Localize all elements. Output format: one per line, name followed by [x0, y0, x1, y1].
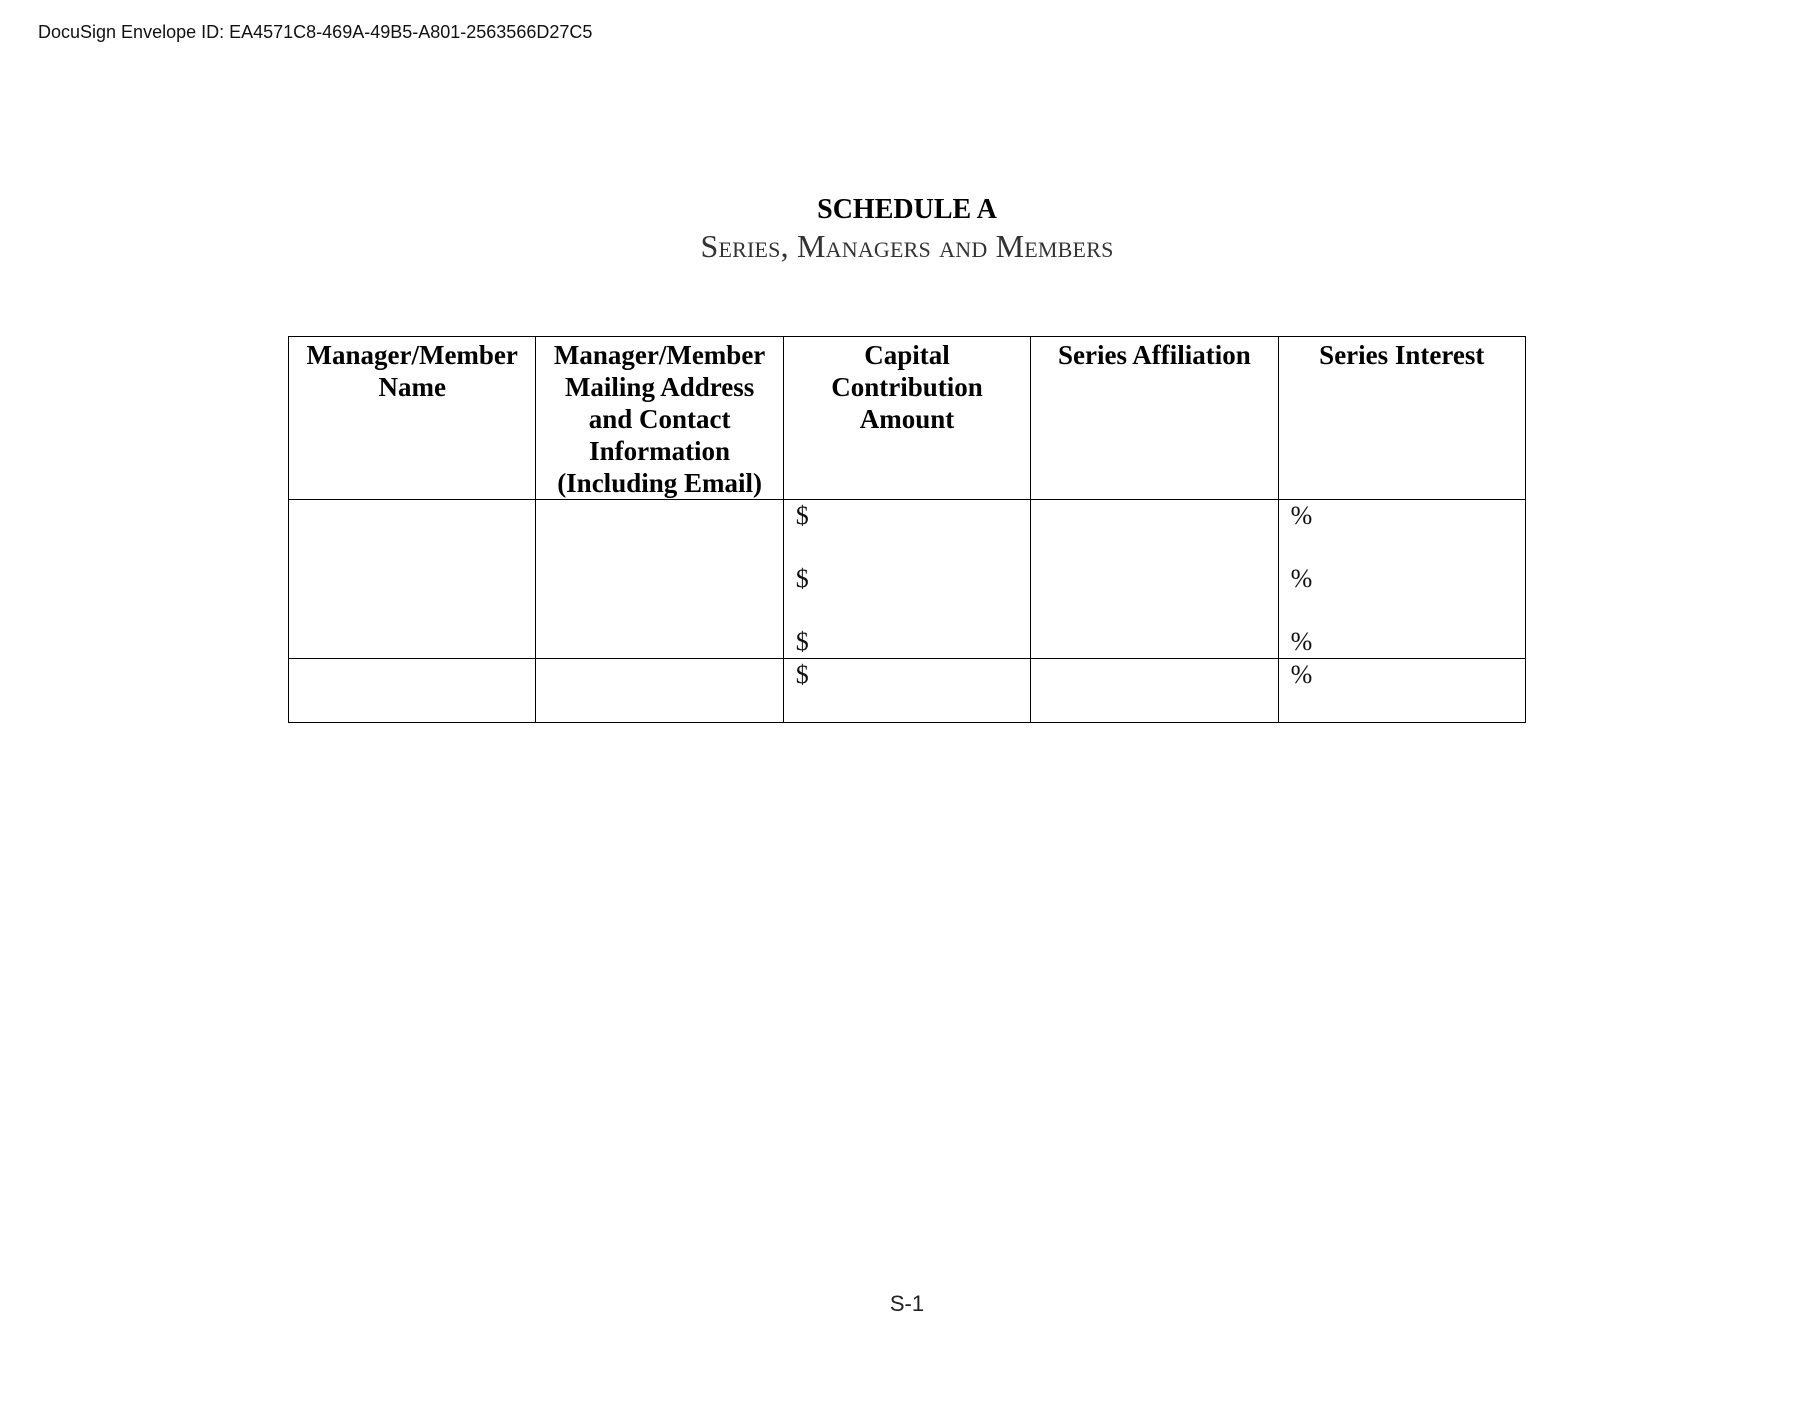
cell-address[interactable]	[536, 500, 783, 659]
column-header-capital: Capital Contribution Amount	[783, 337, 1030, 500]
dollar-sign: $	[795, 501, 809, 530]
percent-sign: %	[1290, 660, 1313, 689]
schedule-title: SCHEDULE A	[817, 194, 997, 225]
schedule-table	[288, 336, 1526, 723]
page-number: S-1	[889, 1291, 925, 1316]
cell-name[interactable]	[289, 659, 536, 723]
cell-interest[interactable]	[1278, 500, 1525, 659]
dollar-sign: $	[795, 660, 809, 689]
cell-address[interactable]	[536, 659, 783, 723]
table-header-row	[289, 337, 1526, 500]
percent-sign: %	[1290, 564, 1313, 593]
cell-affiliation[interactable]	[1031, 500, 1278, 659]
column-header-affiliation: Series Affiliation	[1031, 337, 1278, 500]
cell-affiliation[interactable]	[1031, 659, 1278, 723]
cell-capital[interactable]	[783, 500, 1030, 659]
table-row	[289, 500, 1526, 659]
cell-name[interactable]	[289, 500, 536, 659]
cell-interest[interactable]	[1278, 659, 1525, 723]
table-row	[289, 659, 1526, 723]
column-header-address: Manager/Member Mailing Address and Contact Information (Including Email)	[536, 337, 783, 500]
percent-sign: %	[1290, 627, 1313, 656]
column-header-name: Manager/Member Name	[289, 337, 536, 500]
column-header-interest: Series Interest	[1278, 337, 1525, 500]
schedule-subtitle: Series, Managers and Members	[700, 228, 1114, 264]
title-block	[0, 193, 1814, 265]
envelope-id: DocuSign Envelope ID: EA4571C8-469A-49B5-A801-2563566D27C5	[38, 22, 593, 42]
cell-capital[interactable]	[783, 659, 1030, 723]
percent-sign: %	[1290, 501, 1313, 530]
dollar-sign: $	[795, 564, 809, 593]
dollar-sign: $	[795, 627, 809, 656]
